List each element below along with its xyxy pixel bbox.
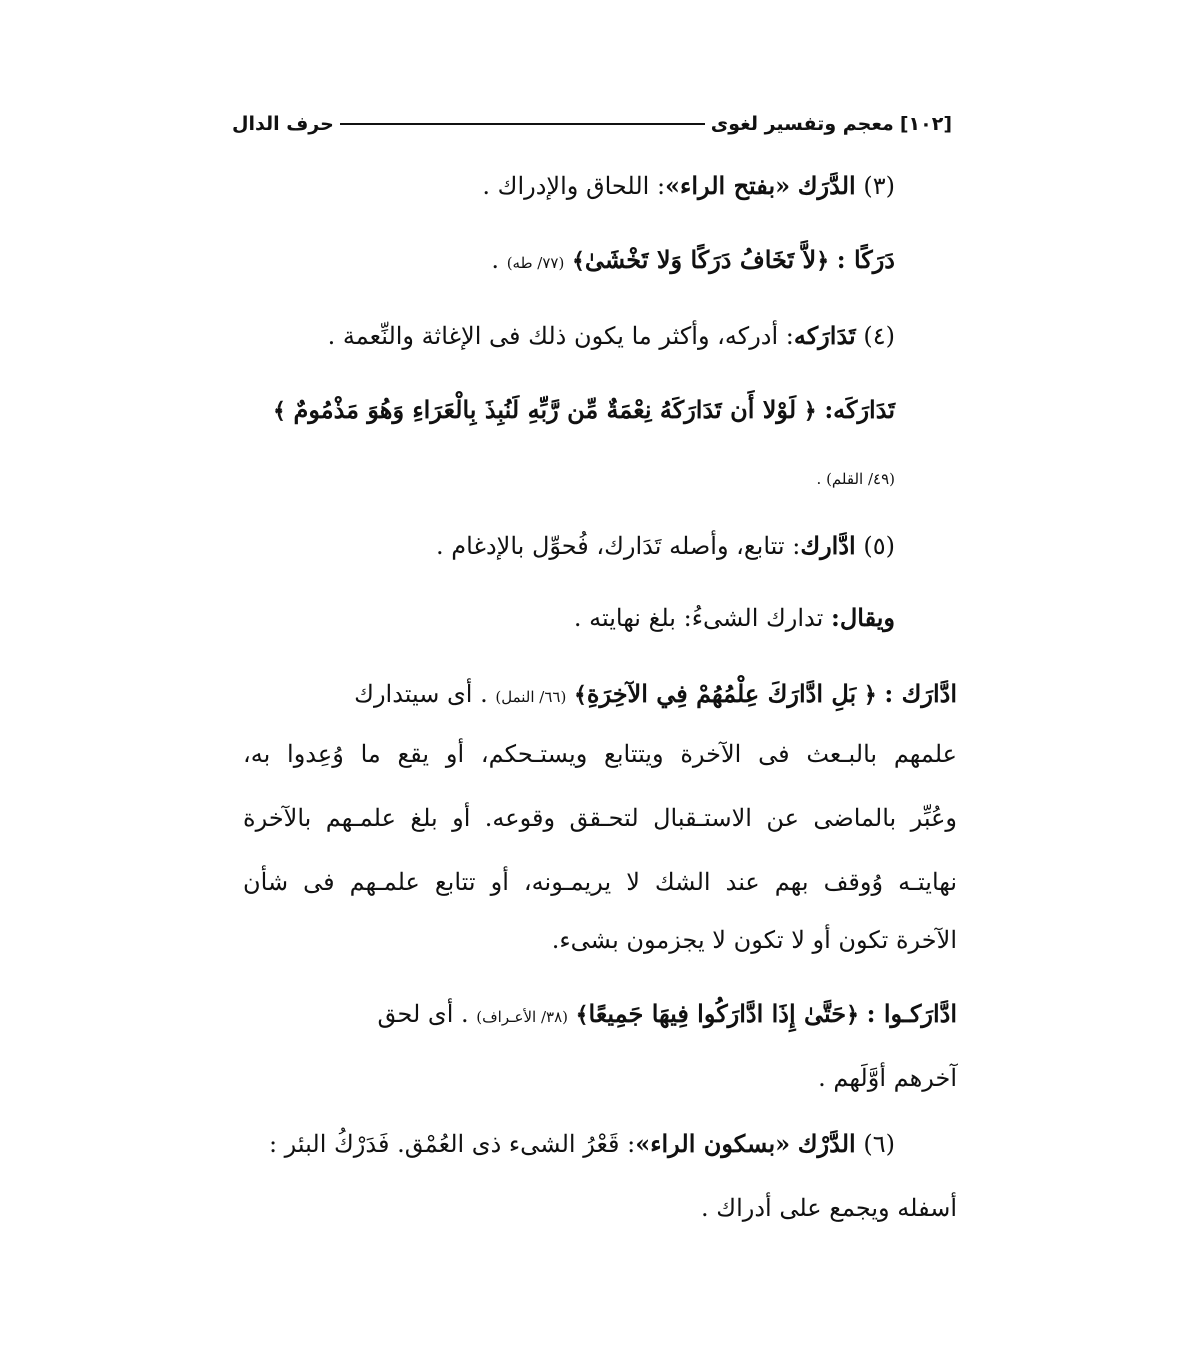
entry-number: (٥) [863, 532, 895, 560]
entry-number: (٣) [863, 172, 895, 200]
entry-6-line [269, 1126, 895, 1162]
header-rule [340, 123, 705, 125]
page-number: [١٠٢] [899, 113, 952, 135]
usage-word: تَدَارَكَه: [824, 395, 895, 424]
book-title: معجم وتفسير لغوى [710, 113, 894, 135]
entry-number: (٤) [863, 322, 895, 350]
paragraph-line: الآخرة تكون أو لا تكون لا يجزمون بشىء. [551, 926, 957, 954]
quran-open-bracket: ﴿ [803, 398, 817, 424]
entry-note: «بسكون الراء» [635, 1129, 791, 1158]
entry-number: (٦) [863, 1130, 895, 1158]
quran-close-bracket: ﴾ [573, 682, 587, 708]
entry-definition: : قَعْرُ الشىء ذى العُمْق. فَدَرْكُ البئر : [268, 1130, 636, 1158]
quran-verse: حَتَّىٰ إِذَا ادَّارَكُوا فِيهَا جَمِيعًا [588, 999, 847, 1028]
quran-verse: لَوْلا أَن تَدَارَكَهُ نِعْمَةٌ مِّن رَّبِّهِ لَنُبِذَ بِالْعَرَاءِ وَهُوَ مَذْمُومٌ [293, 395, 797, 424]
entry-definition: : أدركه، وأكثر ما يكون ذلك فى الإغاثة والنِّعمة . [327, 322, 794, 350]
section-title: حرف الدال [232, 113, 334, 135]
entry-3-usage [491, 242, 895, 281]
quran-open-bracket: ﴿ [846, 1002, 859, 1028]
entry-term: تَدَارَكه [793, 321, 856, 350]
paragraph-line: علمهم بالبـعث فى الآخرة ويتتابع ويستـحكم، أو يقع ما وُعِدوا به، [243, 740, 957, 768]
entry-4-usage [273, 392, 895, 429]
quran-verse: بَلِ ادَّارَكَ عِلْمُهُمْ فِي الآخِرَةِ [586, 679, 857, 708]
quran-open-bracket: ﴿ [816, 248, 830, 274]
entry-term: ادَّارك [800, 531, 856, 560]
entry-5-usage-2 [377, 996, 957, 1035]
usage-word: دَرَكًا : [836, 245, 895, 274]
paragraph-line: وعُبِّر بالماضى عن الاستـقبال لتحـقق وقوعه. أو بلغ علمـهم بالآخرة [243, 804, 957, 832]
quran-verse: لاَّ تَخَافُ دَرَكًا وَلا تَخْشَىٰ [584, 245, 817, 274]
said-text: تدارك الشىءُ: بلغ نهايته . [573, 604, 824, 632]
entry-3-line [482, 168, 895, 204]
verse-reference: (٧٧/ طه) [506, 254, 565, 272]
page-header [232, 104, 952, 144]
entry-definition: : تتابع، وأصله تَدَارك، فُحوِّل بالإدغام . [435, 532, 801, 560]
quran-close-bracket: ﴾ [571, 248, 585, 274]
entry-6-line2: أسفله ويجمع على أدراك . [701, 1194, 957, 1222]
entry-5-line [436, 528, 895, 564]
entry-5-usage [354, 676, 957, 715]
entry-4-reference-line [817, 458, 895, 497]
paragraph-line: نهايتـه وُوقف بهم عند الشك لا يريمـونه، أو تتابع علمـهم فى شأن [243, 868, 957, 896]
usage-tail: . أى لحق [377, 1000, 469, 1028]
said-lead: ويقال: [830, 603, 895, 632]
verse-reference: (٣٨/ الأعـراف) [476, 1008, 568, 1026]
quran-open-bracket: ﴿ [863, 682, 877, 708]
verse-reference: (٦٦/ النمل) [495, 688, 567, 706]
entry-term: الدَّرَك [797, 171, 856, 200]
entry-5-usage-2-line2: آخرهم أوَّلَهم . [818, 1064, 957, 1092]
usage-tail: . أى سيتدارك [354, 680, 488, 708]
quran-close-bracket: ﴾ [575, 1002, 589, 1028]
end-mark: . [491, 246, 500, 274]
verse-reference: (٤٩/ القلم) . [816, 470, 895, 488]
entry-term: الدَّرْك [797, 1129, 856, 1158]
entry-5-said [574, 600, 895, 636]
entry-4-line [328, 318, 895, 354]
entry-definition: : اللحاق والإدراك . [482, 172, 666, 200]
quran-close-bracket: ﴾ [272, 398, 286, 424]
usage-word: ادَّارَكـوا : [866, 999, 957, 1028]
entry-note: «بفتح الراء» [665, 171, 791, 200]
usage-word: ادَّارَك : [884, 679, 957, 708]
